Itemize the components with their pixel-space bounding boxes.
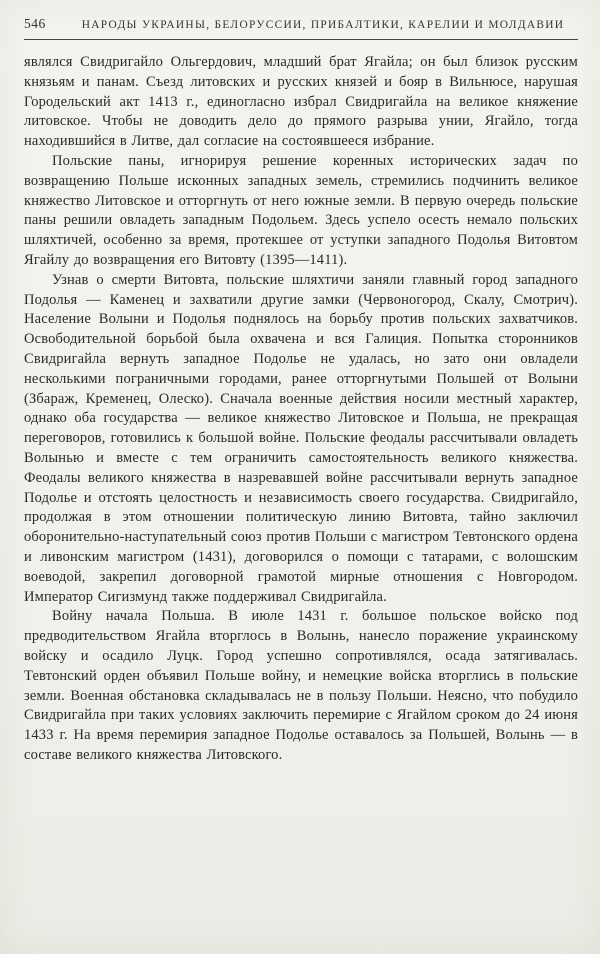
paragraph: Войну начала Польша. В июле 1431 г. большое польское войско под предводительством Ягайла вторглось в Волынь, нанесло поражение украинскому войску и осадило Луцк. Город успешно сопротивлялся, осада затягивалась. Тевтонский орден объявил Польше войну, и немецкие войска вторглись в польские земли. Военная обстановка складывалась не в пользу Польши. Неясно, что побудило Свидригайла при таких условиях заключить перемирие с Ягайлом сроком до 24 июня 1433 г. На время перемирия западное Подолье оставалось за Польшей, Волынь — в составе великого княжества Литовского. <box>24 608 578 763</box>
running-title: НАРОДЫ УКРАИНЫ, БЕЛОРУССИИ, ПРИБАЛТИКИ, КАРЕЛИИ И МОЛДАВИИ <box>81 19 565 31</box>
paragraph: Польские паны, игнорируя решение коренных исторических задач по возвращению Польше исконных западных земель, стремились подчинить великое княжество Литовское и отторгнуть от него южные земли. В первую очередь польские паны решили овладеть западным Подольем. Здесь успело осесть немало польских шляхтичей, особенно за время, протекшее от уступки западного Подолья Витовтом Ягайлу до возвращения его Витовту (1395—1411). <box>24 152 578 268</box>
paragraph: являлся Свидригайло Ольгердович, младший брат Ягайла; он был близок русским князьям и панам. Съезд литовских и русских князей и бояр в Вильнюсе, нарушая Городельский акт 1413 г., единогласно избрал Свидригайла на великое княжение литовское. Чтобы не доводить дело до прямого разрыва унии, Ягайло, тогда находившийся в Литве, дал согласие на состоявшееся избрание. <box>24 54 578 150</box>
paragraph: Узнав о смерти Витовта, польские шляхтичи заняли главный город западного Подолья — Каменец и захватили другие замки (Червоногород, Скалу, Смотрич). Население Волыни и Подолья поднялось на борьбу против польских захватчиков. Освободительной борьбой была охвачена и вся Галиция. Попытка сторонников Свидригайла вернуть западное Подолье не удалась, но зато они овладели несколькими пограничными городами, ранее отторгнутыми Польшей от Волыни (Збараж, Кременец, Олеско). Сначала военные действия носили местный характер, однако оба государства — великое княжество Литовское и Польша, не прекращая переговоров, готовились к большой войне. Польские феодалы рассчитывали овладеть Волынью и вместе с тем ограничить самостоятельность великого княжества. Феодалы великого княжества в назревавшей войне рассчитывали вернуть западное Подолье и отстоять целостность и независимость своего государства. Свидригайло, продолжая в этом отношении политическую линию Витовта, тайно заключил оборонительно-наступательный союз против Польши с магистром Тевтонского ордена и ливонским магистром (1431), договорился о помощи с татарами, с волошским воеводой, закрепил договорной грамотой мирные отношения с Новгородом. Император Сигизмунд также поддерживал Свидригайла. <box>24 271 578 605</box>
page-number: 546 <box>24 16 46 31</box>
header-rule <box>24 39 578 40</box>
page-body <box>24 53 578 766</box>
page-header <box>24 16 578 32</box>
